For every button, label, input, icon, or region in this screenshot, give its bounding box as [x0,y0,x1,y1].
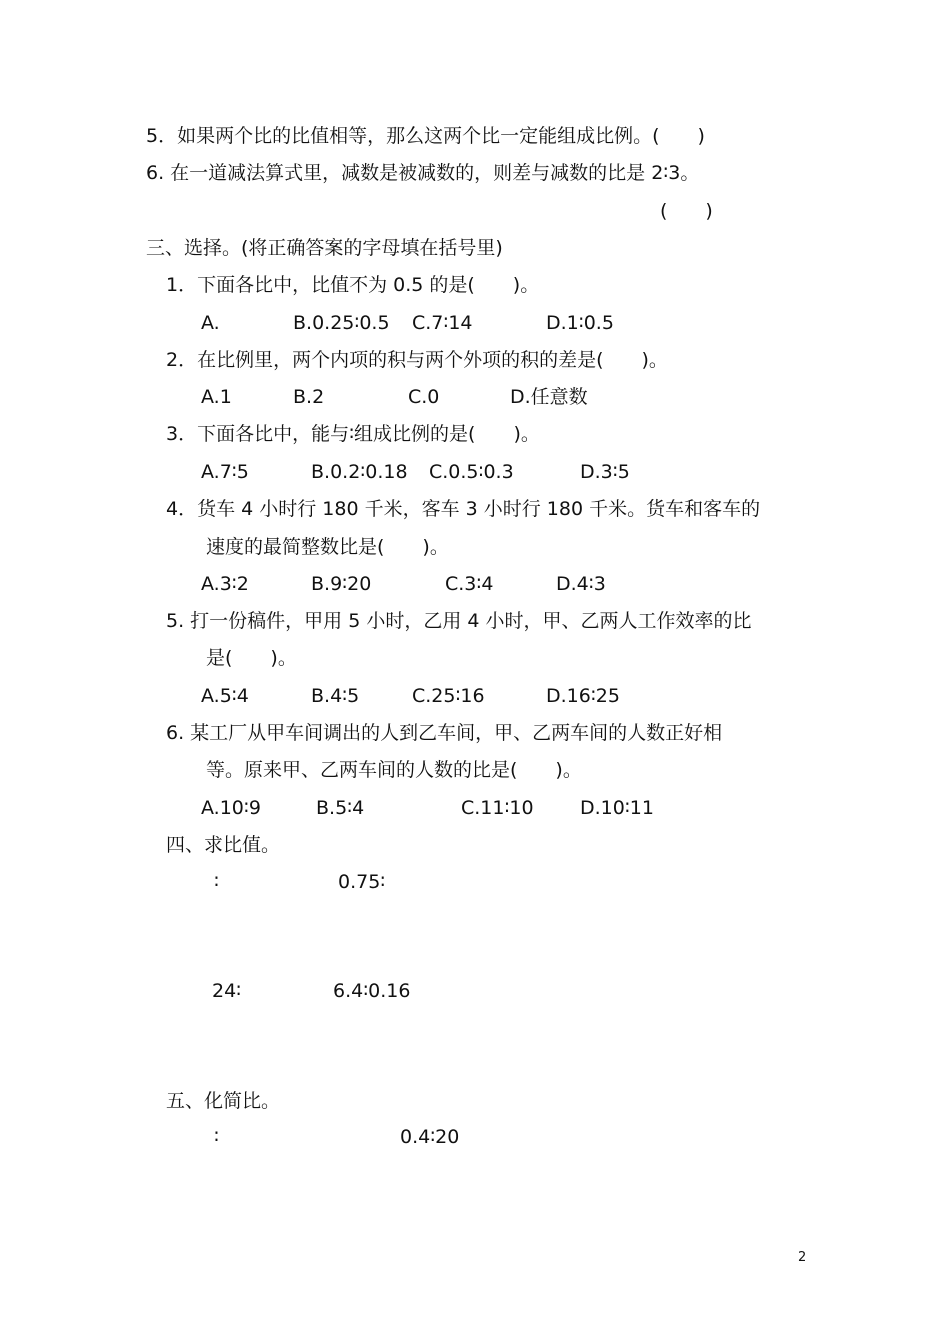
page-number: 2 [798,1250,807,1265]
option-d: D.1∶0.5 [546,312,614,334]
section-5-title: 五、化简比。 [166,1090,281,1112]
ratio-problem: 6.4∶0.16 [333,980,411,1002]
choice-question-5-cont: 是( )。 [206,647,297,669]
option-c: C.0 [408,386,440,408]
option-d: D.10∶11 [580,797,654,819]
ratio-problem: 24∶ [212,980,242,1002]
judgement-item-6-bracket: ( ) [660,200,713,222]
judgement-item-5: 5．如果两个比的比值相等，那么这两个比一定能组成比例。( ) [146,125,705,147]
option-b: B.4∶5 [311,685,360,707]
ratio-problem: ∶ [214,871,219,893]
option-a: A.3∶2 [201,573,249,595]
option-a: A. [201,312,220,334]
option-b: B.0.25∶0.5 [293,312,390,334]
choice-question-4: 4．货车 4 小时行 180 千米，客车 3 小时行 180 千米。货车和客车的 [166,498,761,520]
choice-question-5: 5. 打一份稿件，甲用 5 小时，乙用 4 小时，甲、乙两人工作效率的比 [166,610,752,632]
choice-question-2: 2．在比例里，两个内项的积与两个外项的积的差是( )。 [166,349,668,371]
option-b: B.2 [293,386,325,408]
section-3-title: 三、选择。(将正确答案的字母填在括号里) [146,237,503,259]
option-c: C.7∶14 [412,312,473,334]
option-b: B.5∶4 [316,797,365,819]
option-a: A.10∶9 [201,797,261,819]
judgement-item-6: 6. 在一道减法算式里，减数是被减数的，则差与减数的比是 2∶3。 [146,162,700,184]
choice-question-6-cont: 等。原来甲、乙两车间的人数的比是( )。 [206,759,582,781]
option-a: A.7∶5 [201,461,249,483]
option-d: D.任意数 [510,386,588,408]
ratio-problem: 0.75∶ [338,871,386,893]
option-c: C.0.5∶0.3 [429,461,514,483]
option-b: B.9∶20 [311,573,372,595]
choice-question-1: 1．下面各比中，比值不为 0.5 的是( )。 [166,274,540,296]
option-d: D.3∶5 [580,461,630,483]
option-d: D.16∶25 [546,685,620,707]
simplify-problem: 0.4∶20 [400,1126,460,1148]
option-c: C.11∶10 [461,797,534,819]
option-d: D.4∶3 [556,573,606,595]
choice-question-4-cont: 速度的最简整数比是( )。 [206,536,449,558]
simplify-problem: ∶ [214,1126,219,1148]
choice-question-6: 6. 某工厂从甲车间调出的人到乙车间，甲、乙两车间的人数正好相 [166,722,723,744]
option-c: C.3∶4 [445,573,494,595]
option-c: C.25∶16 [412,685,485,707]
section-4-title: 四、求比值。 [166,834,281,856]
option-a: A.1 [201,386,232,408]
option-a: A.5∶4 [201,685,249,707]
option-b: B.0.2∶0.18 [311,461,408,483]
choice-question-3: 3．下面各比中，能与∶组成比例的是( )。 [166,423,540,445]
